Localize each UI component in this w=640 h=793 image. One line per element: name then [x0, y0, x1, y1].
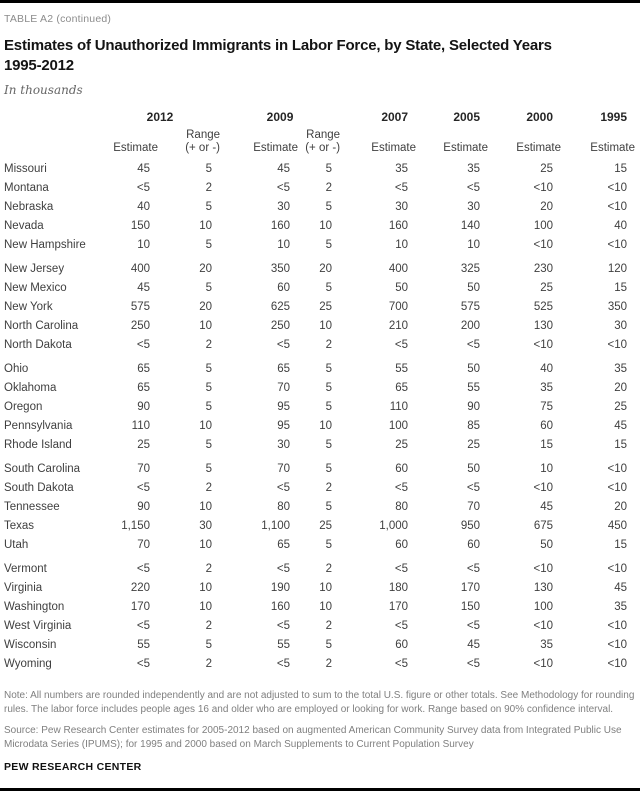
- value-cell: 60: [277, 282, 291, 294]
- value-cell: 55: [395, 363, 409, 375]
- state-name-cell: Ohio: [4, 363, 29, 375]
- value-cell: <5: [136, 482, 150, 494]
- value-cell: 110: [389, 401, 409, 413]
- value-cell: 20: [614, 382, 628, 394]
- value-cell: 25: [137, 439, 150, 451]
- value-cell: <5: [276, 620, 291, 632]
- sub-header: Estimate: [443, 142, 489, 154]
- value-cell: 75: [540, 401, 554, 413]
- value-cell: 45: [467, 639, 481, 651]
- value-cell: 20: [199, 301, 213, 313]
- value-cell: 60: [395, 463, 409, 475]
- value-cell: 45: [137, 282, 150, 294]
- value-cell: 70: [137, 463, 150, 475]
- value-cell: 10: [319, 601, 333, 613]
- value-cell: 25: [319, 301, 333, 313]
- value-cell: 10: [199, 220, 213, 232]
- sub-header: Estimate: [113, 142, 158, 154]
- table-head: [4, 106, 635, 158]
- table-row: [4, 334, 635, 353]
- value-cell: 15: [614, 439, 628, 451]
- state-name-cell: Virginia: [4, 582, 43, 594]
- value-cell: 5: [325, 501, 333, 513]
- value-cell: <10: [607, 658, 628, 670]
- value-cell: <5: [276, 563, 291, 575]
- value-cell: 70: [277, 382, 291, 394]
- corner-cell: [4, 124, 100, 158]
- value-cell: 85: [467, 420, 481, 432]
- value-cell: 10: [540, 463, 554, 475]
- value-cell: <5: [136, 182, 150, 194]
- value-cell: 140: [460, 220, 481, 232]
- state-name-cell: Montana: [4, 182, 49, 194]
- value-cell: 20: [199, 263, 213, 275]
- state-name-cell: North Carolina: [4, 320, 79, 332]
- value-cell: <5: [276, 658, 291, 670]
- sub-header: Estimate: [590, 142, 636, 154]
- value-cell: 625: [270, 301, 291, 313]
- value-cell: 80: [277, 501, 291, 513]
- value-cell: 110: [131, 420, 150, 432]
- state-name-cell: North Dakota: [4, 339, 72, 351]
- value-cell: 2: [325, 339, 333, 351]
- value-cell: <5: [466, 339, 481, 351]
- value-cell: 170: [130, 601, 150, 613]
- value-cell: 10: [199, 582, 213, 594]
- value-cell: 400: [388, 263, 409, 275]
- value-cell: <10: [533, 482, 554, 494]
- value-cell: 950: [460, 520, 481, 532]
- value-cell: 40: [614, 220, 628, 232]
- value-cell: 160: [388, 220, 409, 232]
- value-cell: <5: [394, 563, 409, 575]
- value-cell: <10: [533, 620, 554, 632]
- state-name-cell: Tennessee: [4, 501, 60, 513]
- state-name-cell: Missouri: [4, 163, 47, 175]
- value-cell: <10: [533, 563, 554, 575]
- value-cell: 80: [395, 501, 409, 513]
- value-cell: 65: [277, 363, 291, 375]
- value-cell: 5: [325, 639, 333, 651]
- state-name-cell: Utah: [4, 539, 29, 551]
- value-cell: 150: [130, 220, 150, 232]
- value-cell: 5: [325, 363, 333, 375]
- value-cell: 10: [319, 220, 333, 232]
- value-cell: 5: [325, 163, 333, 175]
- table-row: [4, 634, 635, 653]
- value-cell: 130: [533, 320, 554, 332]
- sub-header: Range (+ or -): [305, 129, 341, 154]
- value-cell: 2: [325, 482, 333, 494]
- value-cell: 5: [205, 201, 213, 213]
- state-name-cell: Oklahoma: [4, 382, 57, 394]
- value-cell: 50: [467, 282, 481, 294]
- value-cell: 25: [614, 401, 628, 413]
- value-cell: <5: [136, 339, 150, 351]
- value-cell: 2: [325, 182, 333, 194]
- value-cell: <10: [533, 658, 554, 670]
- state-name-cell: Wisconsin: [4, 639, 57, 651]
- value-cell: 130: [533, 582, 554, 594]
- sub-header: Estimate: [516, 142, 562, 154]
- value-cell: 30: [277, 201, 291, 213]
- value-cell: 45: [277, 163, 291, 175]
- value-cell: 70: [467, 501, 481, 513]
- value-cell: 5: [205, 639, 213, 651]
- table-row: [4, 196, 635, 215]
- value-cell: 450: [607, 520, 628, 532]
- value-cell: <10: [607, 182, 628, 194]
- value-cell: 10: [395, 239, 409, 251]
- value-cell: 20: [614, 501, 628, 513]
- value-cell: 5: [205, 439, 213, 451]
- value-cell: 65: [277, 539, 291, 551]
- value-cell: 15: [614, 539, 628, 551]
- value-cell: <10: [607, 563, 628, 575]
- value-cell: <5: [394, 620, 409, 632]
- value-cell: 35: [614, 601, 628, 613]
- value-cell: 60: [467, 539, 481, 551]
- value-cell: 180: [388, 582, 409, 594]
- value-cell: 95: [277, 401, 291, 413]
- value-cell: 65: [395, 382, 409, 394]
- value-cell: <5: [466, 482, 481, 494]
- value-cell: 35: [467, 163, 481, 175]
- value-cell: 10: [199, 601, 213, 613]
- value-cell: 35: [614, 363, 628, 375]
- value-cell: 20: [540, 201, 554, 213]
- value-cell: 5: [325, 282, 333, 294]
- unauthorized-immigrants-table: [4, 106, 635, 672]
- value-cell: 2: [205, 563, 213, 575]
- value-cell: 90: [137, 401, 150, 413]
- state-name-cell: Oregon: [4, 401, 43, 413]
- state-name-cell: Nebraska: [4, 201, 54, 213]
- state-name-cell: New Jersey: [4, 263, 65, 275]
- value-cell: <5: [466, 620, 481, 632]
- value-cell: 40: [540, 363, 554, 375]
- value-cell: 35: [540, 382, 554, 394]
- value-cell: <5: [276, 182, 291, 194]
- table-row: [4, 434, 635, 453]
- value-cell: 55: [137, 639, 150, 651]
- value-cell: <10: [533, 239, 554, 251]
- year-header: 1995: [600, 110, 628, 124]
- pew-research-center-brand: PEW RESEARCH CENTER: [4, 761, 142, 773]
- table-row: [4, 277, 635, 296]
- value-cell: 10: [319, 582, 333, 594]
- table-row: [4, 377, 635, 396]
- value-cell: 25: [467, 439, 481, 451]
- table-body: [4, 158, 635, 672]
- table-label: TABLE A2 (continued): [4, 13, 112, 25]
- value-cell: 10: [277, 239, 291, 251]
- bottom-divider-bar: [0, 788, 640, 791]
- value-cell: 25: [319, 520, 333, 532]
- value-cell: 10: [137, 239, 150, 251]
- value-cell: 70: [277, 463, 291, 475]
- page-title: [4, 36, 636, 76]
- value-cell: 15: [540, 439, 554, 451]
- value-cell: 170: [460, 582, 481, 594]
- value-cell: 25: [540, 282, 554, 294]
- year-header: 2009: [266, 110, 294, 124]
- value-cell: <5: [394, 482, 409, 494]
- value-cell: <10: [607, 482, 628, 494]
- value-cell: 10: [319, 320, 333, 332]
- value-cell: 250: [130, 320, 150, 332]
- value-cell: 30: [277, 439, 291, 451]
- value-cell: 30: [614, 320, 628, 332]
- table-row: [4, 177, 635, 196]
- value-cell: <10: [533, 182, 554, 194]
- value-cell: 15: [614, 163, 628, 175]
- value-cell: <10: [607, 339, 628, 351]
- value-cell: 2: [205, 339, 213, 351]
- value-cell: 40: [137, 201, 150, 213]
- value-cell: <5: [466, 658, 481, 670]
- value-cell: 120: [607, 263, 628, 275]
- value-cell: 1,100: [261, 520, 291, 532]
- value-cell: 35: [395, 163, 409, 175]
- value-cell: 5: [205, 163, 213, 175]
- value-cell: 50: [395, 282, 409, 294]
- value-cell: 10: [199, 501, 213, 513]
- corner-cell: [4, 106, 100, 124]
- sub-header: Range (+ or -): [185, 129, 221, 154]
- value-cell: 1,150: [121, 520, 150, 532]
- value-cell: 5: [325, 463, 333, 475]
- value-cell: 25: [395, 439, 409, 451]
- value-cell: 2: [205, 482, 213, 494]
- value-cell: 60: [540, 420, 554, 432]
- state-name-cell: Nevada: [4, 220, 44, 232]
- value-cell: <10: [533, 339, 554, 351]
- year-header: 2007: [381, 110, 409, 124]
- table-row: [4, 253, 635, 277]
- table-row: [4, 415, 635, 434]
- value-cell: 25: [540, 163, 554, 175]
- value-cell: 675: [533, 520, 554, 532]
- table-row: [4, 577, 635, 596]
- state-name-cell: New Mexico: [4, 282, 67, 294]
- value-cell: 210: [388, 320, 409, 332]
- value-cell: 10: [199, 420, 213, 432]
- value-cell: 55: [467, 382, 481, 394]
- value-cell: 230: [533, 263, 554, 275]
- value-cell: 700: [388, 301, 409, 313]
- value-cell: 100: [388, 420, 409, 432]
- value-cell: <5: [276, 339, 291, 351]
- value-cell: 95: [277, 420, 291, 432]
- state-name-cell: Rhode Island: [4, 439, 72, 451]
- state-name-cell: Pennsylvania: [4, 420, 73, 432]
- value-cell: 575: [460, 301, 481, 313]
- value-cell: 35: [540, 639, 554, 651]
- value-cell: 2: [325, 563, 333, 575]
- table-row: [4, 315, 635, 334]
- value-cell: 5: [325, 401, 333, 413]
- state-name-cell: West Virginia: [4, 620, 72, 632]
- value-cell: <5: [136, 658, 150, 670]
- sub-header-row: [4, 124, 635, 158]
- value-cell: <5: [394, 339, 409, 351]
- value-cell: 5: [205, 363, 213, 375]
- value-cell: <5: [466, 182, 481, 194]
- value-cell: 10: [199, 539, 213, 551]
- state-name-cell: Texas: [4, 520, 35, 532]
- value-cell: 30: [467, 201, 481, 213]
- value-cell: 200: [460, 320, 481, 332]
- page-title-line2: 1995-2012: [4, 57, 74, 74]
- value-cell: 5: [325, 239, 333, 251]
- state-name-cell: Vermont: [4, 563, 47, 575]
- table-row: [4, 534, 635, 553]
- value-cell: 15: [614, 282, 628, 294]
- value-cell: 2: [205, 658, 213, 670]
- value-cell: <10: [607, 620, 628, 632]
- value-cell: 55: [277, 639, 291, 651]
- value-cell: 2: [325, 658, 333, 670]
- value-cell: 45: [614, 582, 628, 594]
- value-cell: <10: [607, 239, 628, 251]
- value-cell: 100: [533, 220, 554, 232]
- value-cell: 5: [325, 382, 333, 394]
- value-cell: 5: [205, 282, 213, 294]
- value-cell: 400: [130, 263, 150, 275]
- value-cell: 350: [270, 263, 291, 275]
- value-cell: 60: [395, 539, 409, 551]
- page-title-line1: Estimates of Unauthorized Immigrants in Labor Force, by State, Selected Years: [4, 37, 552, 54]
- table-row: [4, 496, 635, 515]
- value-cell: 2: [325, 620, 333, 632]
- note-text: Note: All numbers are rounded independently and are not adjusted to sum to the total U.S. figure or other totals. See Methodology for rounding rules. The labor force includes people ages 16 and older who are employed or looking for work. Range based on 90% confidence interval.: [4, 690, 635, 715]
- value-cell: 10: [319, 420, 333, 432]
- value-cell: 160: [270, 220, 291, 232]
- value-cell: 50: [540, 539, 554, 551]
- value-cell: <5: [394, 658, 409, 670]
- value-cell: 5: [325, 439, 333, 451]
- value-cell: 100: [533, 601, 554, 613]
- value-cell: <5: [276, 482, 291, 494]
- table-row: [4, 553, 635, 577]
- state-name-cell: New Hampshire: [4, 239, 86, 251]
- table-row: [4, 477, 635, 496]
- top-divider-bar: [0, 0, 640, 3]
- value-cell: 5: [205, 239, 213, 251]
- value-cell: 5: [325, 539, 333, 551]
- year-header: 2000: [526, 110, 554, 124]
- sub-header: Estimate: [371, 142, 417, 154]
- value-cell: 250: [270, 320, 291, 332]
- value-cell: 45: [540, 501, 554, 513]
- table-row: [4, 215, 635, 234]
- year-header: 2005: [453, 110, 481, 124]
- table-row: [4, 596, 635, 615]
- sub-header: Estimate: [253, 142, 299, 154]
- value-cell: 190: [270, 582, 291, 594]
- value-cell: 65: [137, 363, 150, 375]
- source-text: Source: Pew Research Center estimates for 2005-2012 based on augmented American Community Survey data from Integrated Public Use Microdata Series (IPUMS); for 1995 and 2000 based on March Supplements to Current Population Survey: [4, 725, 622, 750]
- value-cell: 90: [137, 501, 150, 513]
- table-row: [4, 653, 635, 672]
- table-row: [4, 615, 635, 634]
- table-row: [4, 353, 635, 377]
- value-cell: 45: [614, 420, 628, 432]
- value-cell: 2: [205, 620, 213, 632]
- table-row: [4, 453, 635, 477]
- value-cell: 2: [205, 182, 213, 194]
- value-cell: 45: [137, 163, 150, 175]
- year-header: 2012: [146, 110, 174, 124]
- value-cell: 325: [460, 263, 481, 275]
- value-cell: 5: [325, 201, 333, 213]
- table-row: [4, 396, 635, 415]
- value-cell: <5: [136, 563, 150, 575]
- value-cell: 150: [460, 601, 481, 613]
- value-cell: 50: [467, 463, 481, 475]
- table-row: [4, 515, 635, 534]
- value-cell: 30: [395, 201, 409, 213]
- value-cell: 170: [388, 601, 409, 613]
- value-cell: 90: [467, 401, 481, 413]
- value-cell: 20: [319, 263, 333, 275]
- state-name-cell: Wyoming: [4, 658, 52, 670]
- value-cell: 50: [467, 363, 481, 375]
- table-row: [4, 234, 635, 253]
- value-cell: 160: [270, 601, 291, 613]
- value-cell: 350: [607, 301, 628, 313]
- value-cell: <10: [607, 463, 628, 475]
- value-cell: 10: [467, 239, 481, 251]
- value-cell: <5: [136, 620, 150, 632]
- page-subtitle: In thousands: [4, 83, 83, 97]
- value-cell: 65: [137, 382, 150, 394]
- value-cell: 5: [205, 463, 213, 475]
- year-header-row: [4, 106, 635, 124]
- value-cell: 1,000: [379, 520, 409, 532]
- state-name-cell: South Carolina: [4, 463, 81, 475]
- value-cell: 30: [199, 520, 213, 532]
- value-cell: <10: [607, 639, 628, 651]
- table-row: [4, 296, 635, 315]
- state-name-cell: Washington: [4, 601, 65, 613]
- table-row: [4, 158, 635, 177]
- value-cell: 60: [395, 639, 409, 651]
- value-cell: <5: [466, 563, 481, 575]
- value-cell: 220: [130, 582, 150, 594]
- value-cell: <10: [607, 201, 628, 213]
- state-name-cell: New York: [4, 301, 53, 313]
- value-cell: 575: [130, 301, 150, 313]
- value-cell: <5: [394, 182, 409, 194]
- value-cell: 5: [205, 382, 213, 394]
- value-cell: 10: [199, 320, 213, 332]
- state-name-cell: South Dakota: [4, 482, 74, 494]
- value-cell: 525: [533, 301, 554, 313]
- value-cell: 5: [205, 401, 213, 413]
- value-cell: 70: [137, 539, 150, 551]
